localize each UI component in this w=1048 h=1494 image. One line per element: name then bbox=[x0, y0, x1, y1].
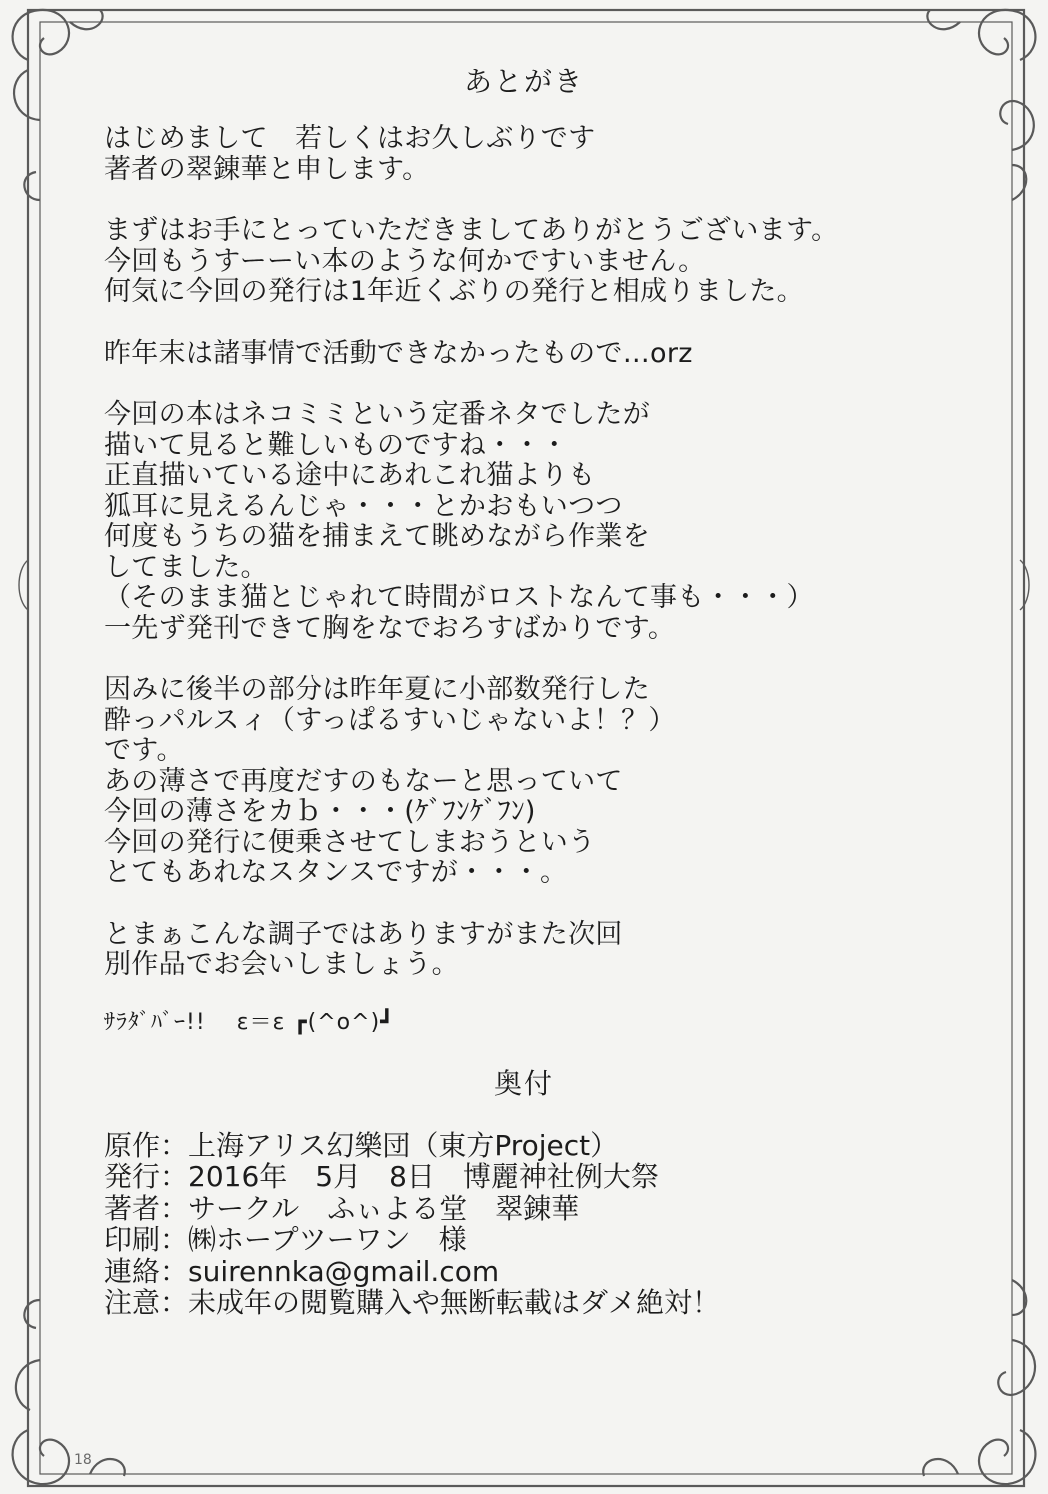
text-line: 別作品でお会いしましょう。 bbox=[104, 949, 459, 980]
colophon-row bbox=[104, 1224, 944, 1256]
text-line: 酔っパルスィ（すっぱるすいじゃないよ！？） bbox=[104, 704, 676, 736]
afterword-body bbox=[104, 124, 944, 981]
page-content bbox=[104, 62, 944, 1319]
colophon-row bbox=[104, 1130, 944, 1162]
text-line: 今回の発行に便乗させてしまおうという bbox=[104, 826, 596, 858]
text-line: 著者の翠錬華と申します。 bbox=[104, 153, 430, 185]
colophon-row bbox=[104, 1193, 944, 1225]
colophon-label: 原作 bbox=[104, 1128, 161, 1162]
text-line: 一先ず発刊できて胸をなでおろすばかりです。 bbox=[104, 612, 676, 644]
colophon-title: 奥付 bbox=[493, 1066, 554, 1100]
text-line: はじめまして 若しくはお久しぶりです bbox=[104, 123, 596, 154]
colophon-row bbox=[104, 1287, 944, 1319]
signoff: ｻﾗﾀﾞﾊﾞｰ!! ε＝ε ┏(^o^)┛ bbox=[104, 1009, 395, 1035]
text-line: 正直描いている途中にあれこれ猫よりも bbox=[104, 460, 596, 491]
text-line: 何度もうちの猫を捕まえて眺めながら作業を bbox=[104, 521, 650, 552]
colophon-row bbox=[104, 1256, 944, 1288]
colophon-separator: ： bbox=[160, 1254, 189, 1288]
colophon-value: suirennka@gmail.com bbox=[188, 1254, 500, 1288]
colophon-label: 連絡 bbox=[104, 1254, 161, 1288]
colophon-row bbox=[104, 1161, 944, 1193]
colophon-value: ㈱ホープツーワン 様 bbox=[188, 1223, 467, 1256]
text-line: まずはお手にとっていただきましてありがとうございます。 bbox=[104, 215, 839, 246]
text-line: 今回の薄さをカｂ・・・(ｹﾞﾌﾝｹﾞﾌﾝ) bbox=[104, 796, 536, 827]
colophon-value: サークル ふぃよる堂 翠錬華 bbox=[188, 1191, 580, 1225]
text-line: 今回もうすーーい本のような何かですいません。 bbox=[104, 245, 706, 277]
colophon-value: 上海アリス幻樂団（東方Project） bbox=[188, 1128, 619, 1162]
afterword-paragraph bbox=[104, 124, 944, 185]
afterword-paragraph bbox=[104, 675, 944, 889]
colophon-separator: ： bbox=[160, 1191, 189, 1225]
text-line: 狐耳に見えるんじゃ・・・とかおもいつつ bbox=[104, 490, 623, 522]
text-line: です。 bbox=[104, 735, 184, 766]
colophon-separator: ： bbox=[160, 1223, 189, 1256]
page-number: 18 bbox=[74, 1452, 92, 1468]
text-line: 何気に今回の発行は1年近くぶりの発行と相成りました。 bbox=[104, 276, 804, 307]
afterword-paragraph bbox=[104, 400, 944, 644]
text-line: 因みに後半の部分は昨年夏に小部数発行した bbox=[104, 674, 650, 705]
text-line: 昨年末は諸事情で活動できなかったもので…orz bbox=[104, 337, 693, 369]
afterword-paragraph bbox=[104, 216, 944, 308]
colophon-label: 発行 bbox=[104, 1160, 161, 1193]
colophon-label: 印刷 bbox=[104, 1223, 161, 1256]
text-line: とまぁこんな調子ではありますがまた次回 bbox=[104, 918, 623, 950]
afterword-paragraph bbox=[104, 339, 944, 370]
text-line: とてもあれなスタンスですが・・・。 bbox=[104, 857, 568, 888]
text-line: してました。 bbox=[104, 551, 268, 583]
afterword-title: あとがき bbox=[463, 65, 584, 98]
text-line: （そのまま猫とじゃれて時間がロストなんて事も・・・） bbox=[104, 582, 814, 613]
text-line: 描いて見ると難しいものですね・・・ bbox=[104, 429, 569, 461]
afterword-paragraph bbox=[104, 920, 944, 981]
text-line: あの薄さで再度だすのもなーと思っていて bbox=[104, 765, 623, 797]
colophon-separator: ： bbox=[160, 1128, 189, 1162]
colophon-value: 2016年 5月 8日 博麗神社例大祭 bbox=[188, 1160, 659, 1193]
colophon-separator: ： bbox=[160, 1160, 189, 1193]
text-line: 今回の本はネコミミという定番ネタでしたが bbox=[104, 399, 650, 430]
colophon-list bbox=[104, 1130, 944, 1319]
colophon-separator: ： bbox=[160, 1286, 189, 1319]
colophon-label: 注意 bbox=[104, 1286, 161, 1319]
colophon-label: 著者 bbox=[104, 1191, 161, 1225]
colophon-value: 未成年の閲覧購入や無断転載はダメ絶対！ bbox=[188, 1286, 721, 1319]
